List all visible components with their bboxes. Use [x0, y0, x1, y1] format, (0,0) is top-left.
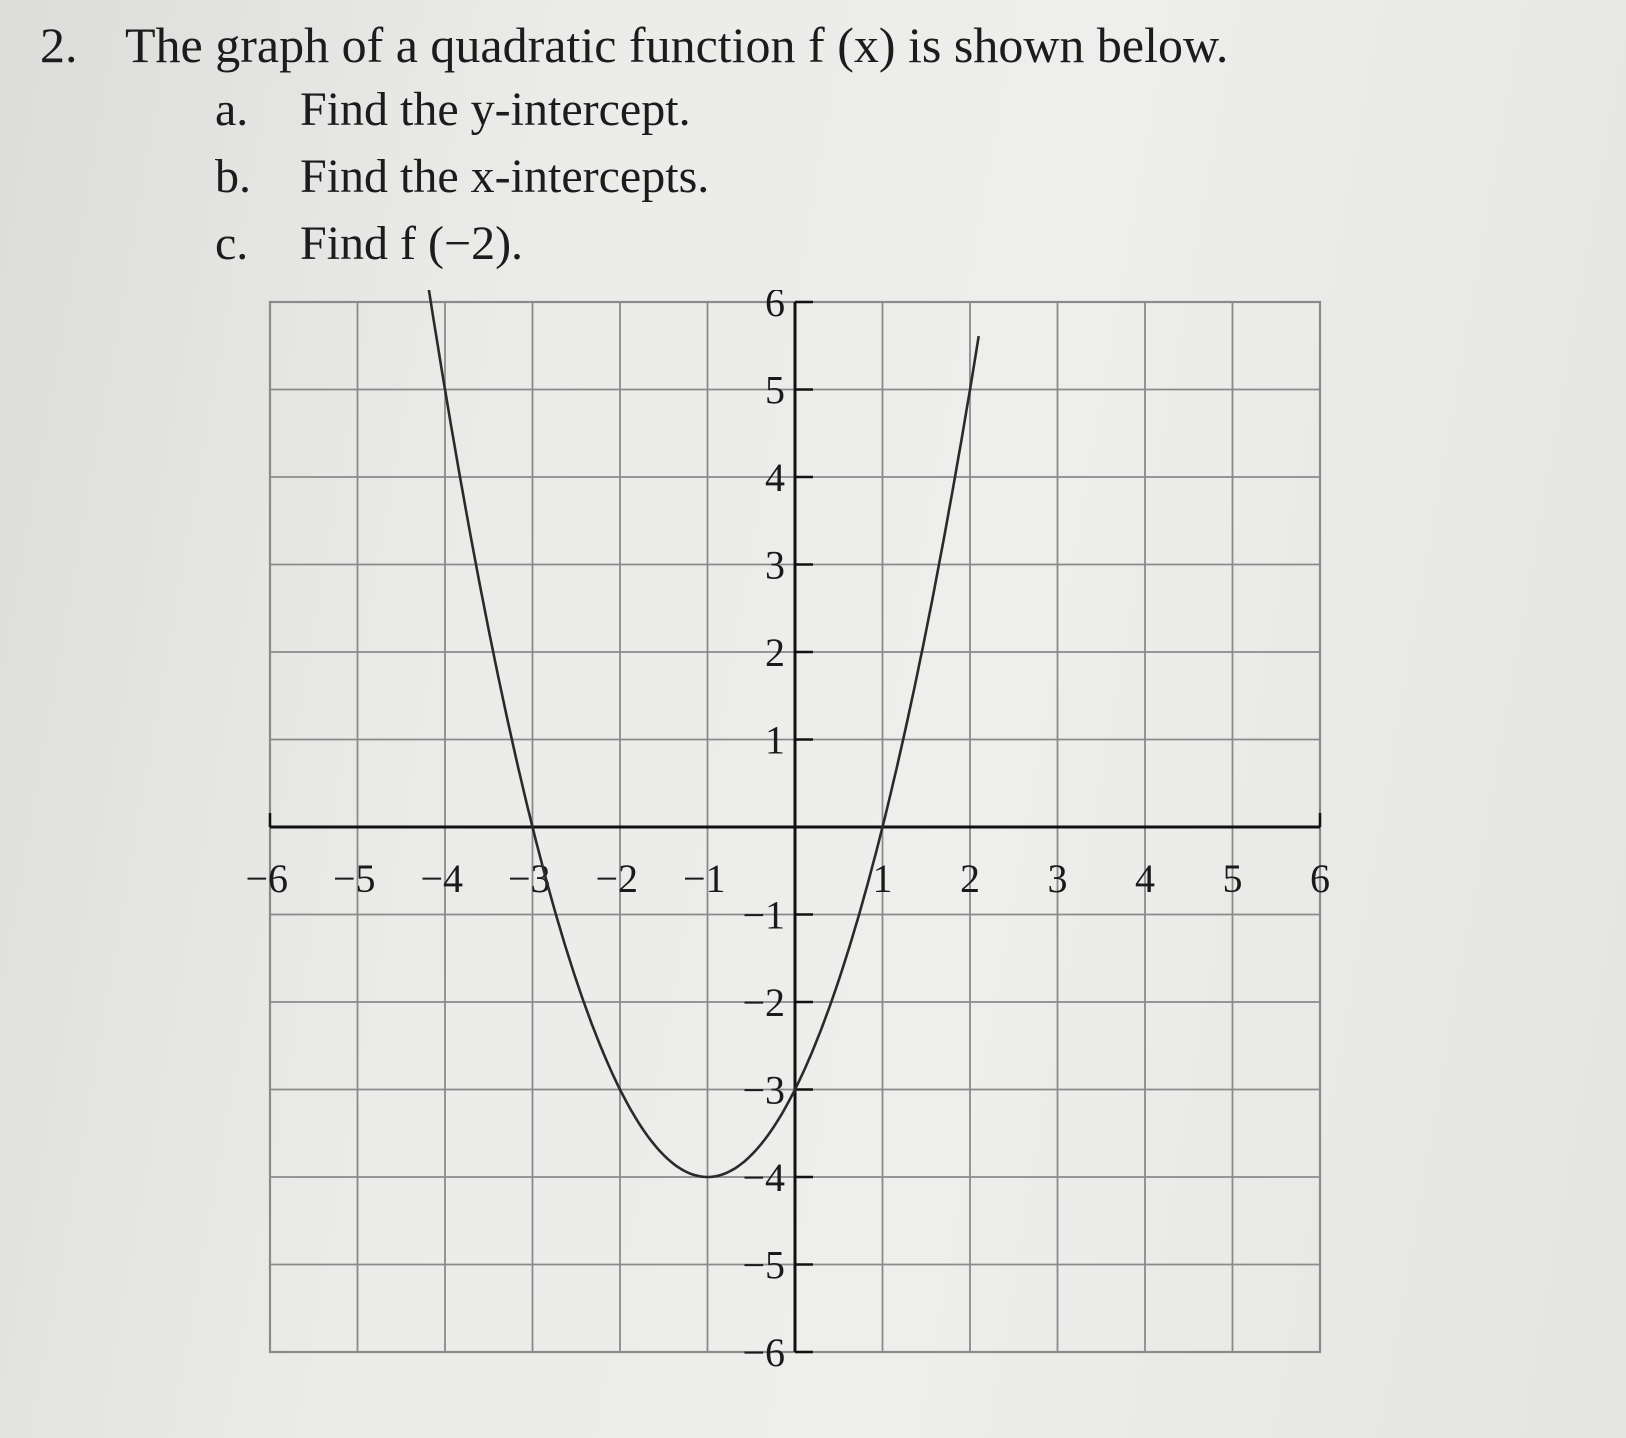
part-a — [215, 76, 1540, 143]
y-tick-label: 4 — [765, 455, 785, 500]
part-text: Find the y-intercept. — [300, 83, 691, 136]
graph-container — [200, 290, 1400, 1420]
y-tick-label: −5 — [742, 1242, 785, 1288]
x-tick-label: −4 — [420, 856, 463, 901]
part-text: Find the x-intercepts. — [300, 150, 710, 203]
x-tick-label: −1 — [682, 856, 726, 901]
part-text: Find f (−2). — [300, 217, 524, 270]
y-tick-label: −2 — [742, 980, 785, 1025]
y-tick-label: 5 — [765, 367, 785, 413]
x-tick-label: 1 — [872, 856, 893, 901]
x-tick-label: −2 — [595, 856, 638, 901]
y-tick-label: 1 — [765, 717, 785, 763]
problem-2 — [40, 10, 1540, 277]
problem-parts — [215, 76, 1540, 277]
part-b — [215, 143, 1540, 210]
x-tick-label: 2 — [960, 856, 980, 901]
x-tick-label: −5 — [332, 856, 376, 901]
y-tick-label: −6 — [742, 1330, 785, 1375]
problem-number: 2. — [40, 17, 78, 73]
x-tick-label: 5 — [1222, 856, 1243, 901]
x-tick-label: −6 — [245, 856, 288, 901]
y-tick-label: 3 — [765, 542, 785, 588]
x-tick-label: 6 — [1310, 856, 1330, 901]
y-tick-label: −4 — [742, 1155, 785, 1200]
x-tick-label: 4 — [1135, 856, 1155, 901]
part-letter: c. — [215, 217, 249, 270]
y-tick-label: 6 — [765, 290, 785, 325]
x-tick-label: 3 — [1047, 856, 1068, 901]
parabola-curve — [393, 290, 979, 1177]
part-letter: b. — [215, 150, 251, 203]
problem-text: The graph of a quadratic function f (x) is shown below. — [125, 17, 1229, 73]
part-c — [215, 210, 1540, 277]
x-tick-label: −3 — [507, 856, 551, 901]
y-tick-label: 2 — [765, 630, 785, 675]
y-tick-label: −1 — [742, 892, 785, 938]
y-tick-label: −3 — [742, 1067, 785, 1113]
quadratic-graph — [200, 290, 1400, 1420]
part-letter: a. — [215, 83, 249, 136]
problem-statement — [40, 10, 1540, 80]
